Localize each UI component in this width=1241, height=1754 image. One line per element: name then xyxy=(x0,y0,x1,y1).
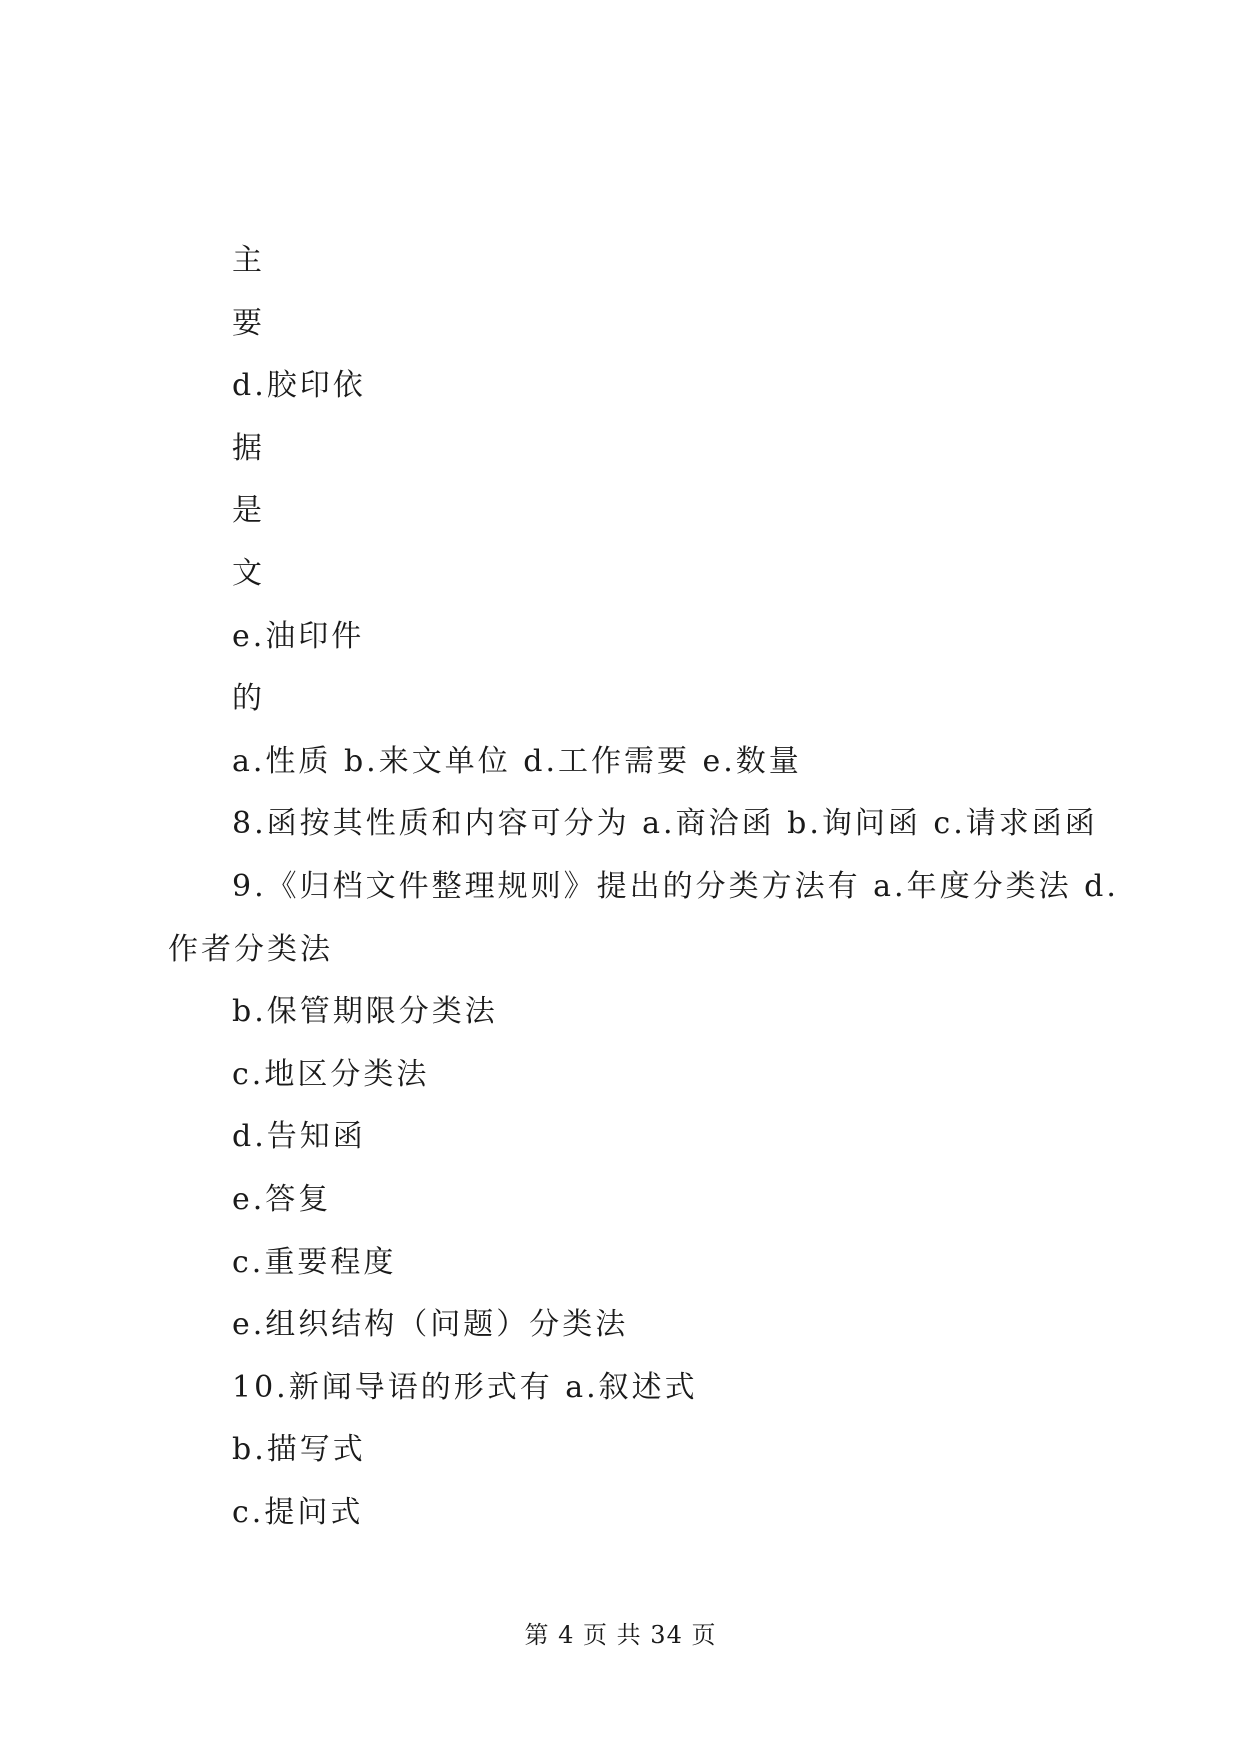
text-line: e.答复 xyxy=(232,1181,332,1217)
text-line: a.性质 b.来文单位 d.工作需要 e.数量 xyxy=(232,743,802,779)
text-line: 据 xyxy=(232,430,265,466)
text-line: 文 xyxy=(232,555,265,591)
text-line: b.描写式 xyxy=(232,1432,366,1468)
text-line: e.组织结构（问题）分类法 xyxy=(232,1307,629,1343)
text-line: c.提问式 xyxy=(232,1494,364,1530)
text-line: 要 xyxy=(232,305,265,341)
text-line: 的 xyxy=(232,681,265,717)
text-line: c.重要程度 xyxy=(232,1244,397,1280)
text-line: c.地区分类法 xyxy=(232,1056,430,1092)
text-line: 是 xyxy=(232,493,265,529)
text-line: d.胶印依 xyxy=(232,368,366,404)
document-body xyxy=(168,230,1119,1544)
text-line: 8.函按其性质和内容可分为 a.商洽函 b.询问函 c.请求函函 xyxy=(232,806,1098,842)
text-line: 10.新闻导语的形式有 a.叙述式 xyxy=(232,1369,698,1405)
text-line: 9.《归档文件整理规则》提出的分类方法有 a.年度分类法 d. xyxy=(232,868,1119,904)
text-line: d.告知函 xyxy=(232,1119,366,1155)
text-line-continuation: 作者分类法 xyxy=(168,931,333,967)
text-line: e.油印件 xyxy=(232,618,365,654)
page-number-footer: 第 4 页 共 34 页 xyxy=(524,1621,717,1649)
text-line: b.保管期限分类法 xyxy=(232,994,498,1030)
text-line: 主 xyxy=(232,243,265,278)
